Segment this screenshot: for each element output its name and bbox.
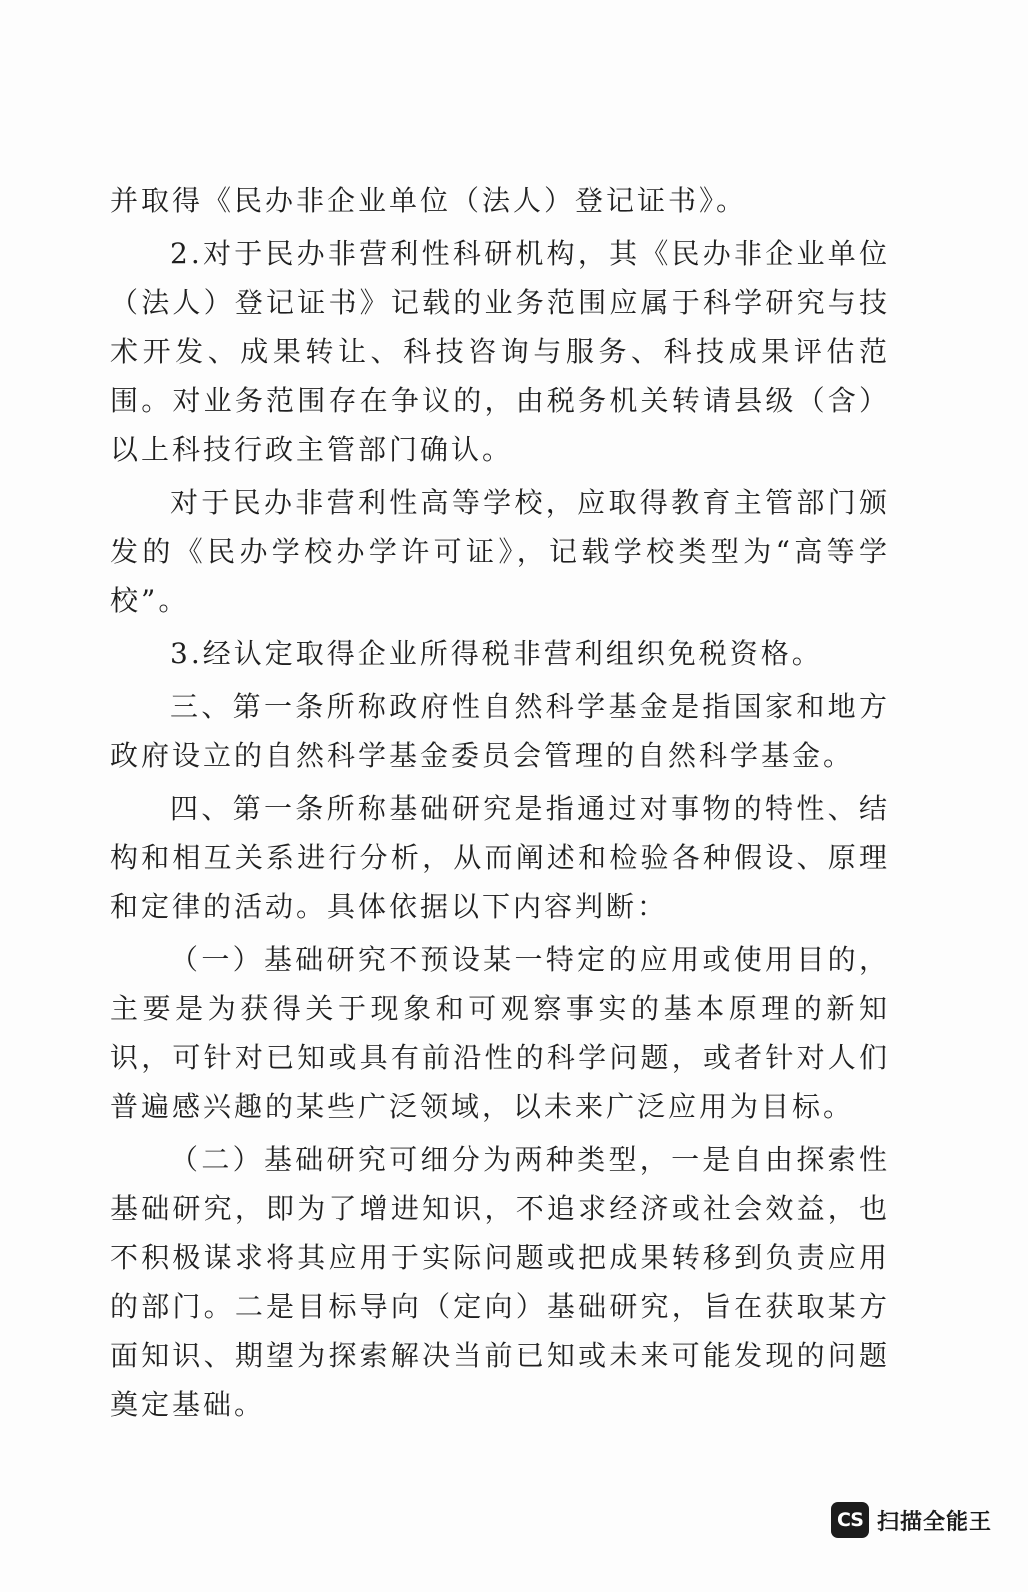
document-body — [110, 176, 890, 1429]
paragraph-tax-exemption: 3.经认定取得企业所得税非营利组织免税资格。 — [170, 637, 823, 670]
paragraph-research-institution: 2.对于民办非营利性科研机构，其《民办非企业单位（法人）登记证书》记载的业务范围应属于科学研究与技术开发、成果转让、科技咨询与服务、科技成果评估范围。对业务范围存在争议的，由税务机关转请县级（含）以上科技行政主管部门确认。 — [110, 237, 890, 466]
paragraph-section-four: 四、第一条所称基础研究是指通过对事物的特性、结构和相互关系进行分析，从而阐述和检验各种假设、原理和定律的活动。具体依据以下内容判断： — [110, 792, 890, 923]
paragraph-item-one: （一）基础研究不预设某一特定的应用或使用目的，主要是为获得关于现象和可观察事实的基本原理的新知识，可针对已知或具有前沿性的科学问题，或者针对人们普遍感兴趣的某些广泛领域，以未来广泛应用为目标。 — [110, 943, 890, 1123]
scanner-watermark — [831, 1498, 992, 1542]
camscanner-logo-icon: CS — [831, 1502, 869, 1538]
paragraph-section-three: 三、第一条所称政府性自然科学基金是指国家和地方政府设立的自然科学基金委员会管理的自然科学基金。 — [110, 690, 890, 772]
watermark-app-name: 扫描全能王 — [876, 1509, 992, 1535]
paragraph-continuation: 并取得《民办非企业单位（法人）登记证书》。 — [110, 184, 748, 217]
paragraph-higher-education: 对于民办非营利性高等学校，应取得教育主管部门颁发的《民办学校办学许可证》，记载学校类型为“高等学校”。 — [110, 486, 890, 617]
paragraph-item-two: （二）基础研究可细分为两种类型，一是自由探索性基础研究，即为了增进知识，不追求经济或社会效益，也不积极谋求将其应用于实际问题或把成果转移到负责应用的部门。二是目标导向（定向）基础研究，旨在获取某方面知识、期望为探索解决当前已知或未来可能发现的问题奠定基础。 — [110, 1143, 890, 1421]
